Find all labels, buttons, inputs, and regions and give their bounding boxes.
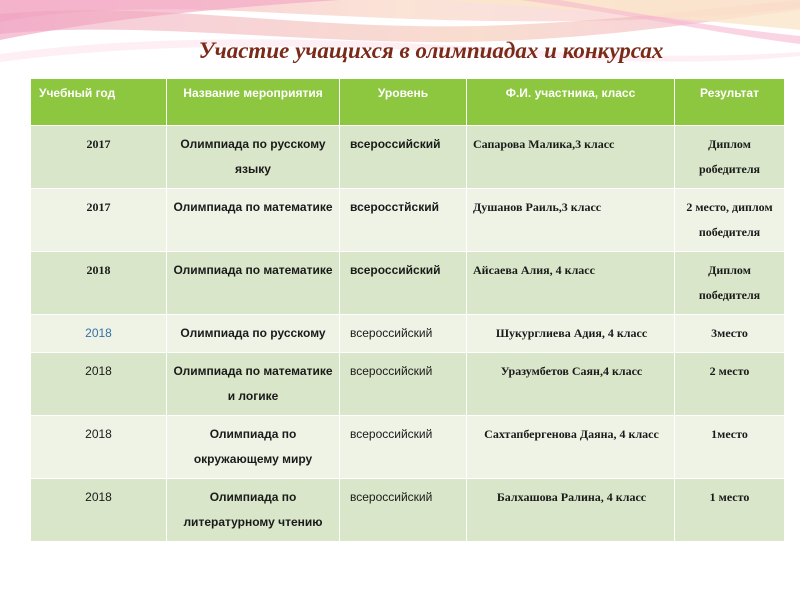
column-header-year: Учебный год [31,79,167,126]
cell-year: 2018 [31,416,167,479]
cell-participant: Уразумбетов Саян,4 класс [467,353,675,416]
cell-participant: Душанов Раиль,3 класс [467,189,675,252]
cell-level: всероссийский [340,252,467,315]
column-header-participant: Ф.И. участника, класс [467,79,675,126]
column-header-event: Название мероприятия [167,79,340,126]
column-header-result: Результат [675,79,785,126]
cell-participant: Сахтапбергенова Даяна, 4 класс [467,416,675,479]
table-row [31,315,785,353]
cell-year: 2018 [31,315,167,353]
cell-level: всероссийский [340,353,467,416]
cell-event: Олимпиада по русскому языку [167,126,340,189]
cell-result: Диплом победителя [675,252,785,315]
page-title: Участие учащихся в олимпиадах и конкурсах [198,38,664,63]
cell-result: 1 место [675,479,785,542]
cell-result: 2 место [675,353,785,416]
table-row [31,126,785,189]
cell-event: Олимпиада по математике и логике [167,353,340,416]
cell-level: всероссийский [340,479,467,542]
table-row [31,479,785,542]
cell-year: 2018 [31,479,167,542]
cell-level: всероссийский [340,315,467,353]
table-row [31,416,785,479]
cell-result: 2 место, диплом победителя [675,189,785,252]
cell-year: 2018 [31,353,167,416]
cell-event: Олимпиада по математике [167,189,340,252]
cell-level: всероссийский [340,126,467,189]
cell-result: Диплом робедителя [675,126,785,189]
column-header-level: Уровень [340,79,467,126]
cell-year: 2017 [31,189,167,252]
olympiad-table [30,78,784,542]
cell-event: Олимпиада по математике [167,252,340,315]
table-header-row [31,79,785,126]
cell-event: Олимпиада по литературному чтению [167,479,340,542]
cell-level: всероссийский [340,416,467,479]
table-row [31,353,785,416]
table-row [31,252,785,315]
cell-result: 3место [675,315,785,353]
cell-event: Олимпиада по окружающему миру [167,416,340,479]
cell-participant: Шукурглиева Адия, 4 класс [467,315,675,353]
cell-result: 1место [675,416,785,479]
cell-event: Олимпиада по русскому [167,315,340,353]
cell-year: 2018 [31,252,167,315]
cell-year: 2017 [31,126,167,189]
cell-participant: Балхашова Ралина, 4 класс [467,479,675,542]
table-row [31,189,785,252]
cell-level: всеросстйский [340,189,467,252]
cell-participant: Сапарова Малика,3 класс [467,126,675,189]
cell-participant: Айсаева Алия, 4 класс [467,252,675,315]
